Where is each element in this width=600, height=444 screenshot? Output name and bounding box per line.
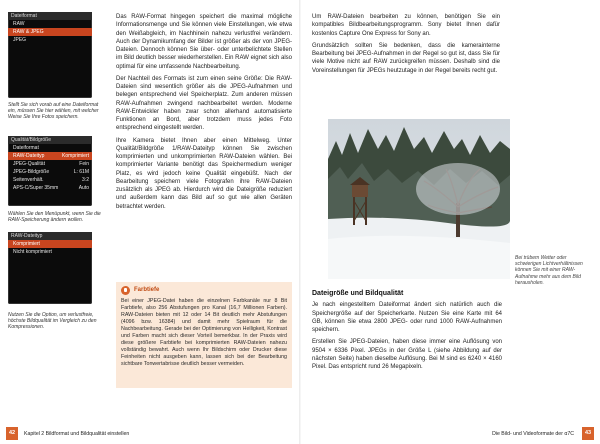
paragraph: Erstellen Sie JPEG-Dateien, haben diese immer eine Auflösung von 9504 × 6336 Pixel. JPEGs in der Größe L (siehe Abbildung auf der nächsten Seite) haben dieselbe Auflösung. Bei M sind es 6240 × 4160 Pixel. Das entspricht rund 26 Megapixeln. (312, 339, 502, 370)
screen-title: Dateiformat (8, 12, 92, 20)
photo-illustration (328, 119, 510, 279)
menu-item-selected: Komprimiert (8, 240, 92, 248)
menu-item (8, 184, 92, 192)
menu-item-selected (8, 152, 92, 160)
photo-caption: Bei trübem Wetter oder schwierigen Lichtverhältnissen können Sie mit einer RAW-Aufnahme mehr aus dem Bild herausholen. (515, 255, 583, 286)
menu-item-label: JPEG-Qualität (13, 161, 45, 167)
page-gutter (299, 0, 301, 444)
camera-menu-screen-raw-type (8, 232, 92, 304)
menu-item: RAW (13, 21, 25, 27)
right-page-intro (312, 13, 500, 79)
camera-menu-screen-quality (8, 136, 92, 206)
caption-screen-3: Nutzen Sie die Option, um verlustfreie, höchste Bildqualität im Vergleich zu den Kompressionen. (8, 312, 97, 331)
page-footer (0, 424, 600, 444)
paragraph: Grundsätzlich sollten Sie bedenken, dass die kamerainterne Bearbeitung bei JPEG-Aufnahmen in der Regel so gut ist, dass Sie für viele Motive nicht auf RAW zurückgreifen müssen. Deshalb sind die Voreinstellungen für JPEGs heutzutage in der Regel bereits recht gut. (312, 42, 500, 74)
paragraph: Das RAW-Format hingegen speichert die maximal mögliche Informationsmenge und Sie können viele Einstellungen, wie etwa den Weißabgleich, im Nachhinein nahezu verlustfrei verändern. Auch der Dynamikumfang der Bilder ist größer als der von JPEG-Dateien. Dennoch können Sie über- oder unterbelichtete Stellen im Bild deutlich besser wiederherstellen. Ein RAW eignet sich also optimal für eine umfassende Nachbearbeitung. (116, 14, 292, 70)
menu-item-label: APS-C/Super 35mm (13, 185, 59, 191)
menu-item (8, 144, 92, 152)
menu-item-label: JPEG-Bildgröße (13, 169, 50, 175)
winter-landscape-photo (328, 119, 510, 279)
menu-item: Nicht komprimiert (13, 249, 52, 255)
screen-title: RAW-Dateityp (8, 232, 92, 240)
menu-item (8, 176, 92, 184)
menu-item-label: Dateiformat (13, 145, 39, 151)
right-page-body (312, 290, 502, 375)
paragraph: Je nach eingestelltem Dateiformat ändert sich natürlich auch die Speichergröße auf der Speicherkarte. Nutzen Sie eine Karte mit 64 GB, können Sie etwa 2800 JPEG- oder rund 1000 RAW-Aufnahmen speichern. (312, 302, 502, 333)
caption-screen-1: Stellt Sie sich vorab auf eine Dateiformat ein, müssen Sie hier wählen, mit welcher Weise Sie Ihre Fotos speichern. (8, 102, 99, 121)
tip-bulb-icon (121, 286, 130, 295)
caption-screen-2: Wählen Sie den Menüpunkt, wenn Sie die RAW-Speicherung ändern wollen. (8, 211, 101, 224)
page-number-right: 43 (582, 427, 594, 440)
left-page-body (116, 13, 292, 215)
menu-item (8, 168, 92, 176)
tip-text: Bei einer JPEG-Datei haben die einzelnen Farbkanäle nur 8 Bit Farbtiefe, also 256 Abstufungen pro Kanal (16,7 Millionen Farben). RAW-Dateien bieten mit 12 oder 14 Bit deutlich mehr Abstufungen (4096 bzw. 16384) und damit mehr Spielraum für die Nachbearbeitung. Gerade bei der Optimierung von Helligkeit, Kontrast und Farben macht sich dieser Vorteil bemerkbar. In der Praxis wird diese größere Farbtiefe bei komprimierten RAW-Dateien nahezu vollständig bewahrt. Auch wenn Ihr Bildschirm oder Drucker diese Feinheiten nicht ausgeben kann, lassen sich bei der Bearbeitung sichtbare Tonwertabrisse deutlich besser vermeiden. (121, 298, 287, 368)
menu-item-selected: RAW & JPEG (8, 28, 92, 36)
paragraph: Um RAW-Dateien bearbeiten zu können, benötigen Sie ein kompatibles Bildbearbeitungsprogramm. Sony bietet Ihnen dafür kostenlos Capture One Express for Sony an. (312, 14, 500, 37)
footer-section-title: Die Bild- und Videoformate der α7C (492, 431, 574, 437)
menu-item-label: Seitenverhält. (13, 177, 44, 183)
menu-item: JPEG (13, 37, 27, 43)
tip-title: Farbtiefe (134, 286, 160, 293)
camera-menu-screen-file-format (8, 12, 92, 98)
menu-item-value: Komprimiert (62, 153, 89, 159)
menu-item-value: 3:2 (82, 177, 89, 183)
footer-chapter-title: Kapitel 2 Bildformat und Bildqualität einstellen (24, 431, 130, 437)
menu-item-value: Fein (79, 161, 89, 167)
menu-item (8, 160, 92, 168)
screen-title: Qualität/Bildgröße (8, 136, 92, 144)
paragraph: Der Nachteil des Formats ist zum einen seine Größe: Die RAW-Dateien sind wesentlich größer als die JPEG-Aufnahmen und belegen entsprechend viel Speicherplatz. Zum anderen müssen RAW-Aufnahmen zwingend nachbearbeitet werden. Moderne RAW-Entwickler haben zwar schon allerhand automatisierte Funktionen an Bord, aber trotzdem muss jedes Foto entsprechend eingestellt werden. (116, 75, 292, 132)
tip-header (121, 286, 287, 295)
tip-box (116, 282, 292, 388)
section-heading: Dateigröße und Bildqualität (312, 290, 404, 297)
menu-item-label: RAW-Dateityp (13, 153, 45, 159)
menu-item-value: L: 61M (73, 169, 89, 175)
page-number-left: 42 (6, 427, 18, 440)
menu-item-value: Auto (78, 185, 89, 191)
paragraph: Ihre Kamera bietet Ihnen aber einen Mittelweg. Unter Qualität/Bildgröße 1/RAW-Dateityp können Sie zwischen komprimierten und unkomprimierten RAW-Dateien wählen. Bei komprimierter Variante benötigt das Speichermedium weniger Platz, es wird jedoch keine Qualität eingebüßt. Nach der Bearbeitung speichern viele Fotografen ihre RAW-Dateien zusätzlich als JPEG ab. Hierdurch wird die Dateigröße reduziert und außerdem kann das Bild auf so gut wie allen Geräten betrachtet werden. (116, 137, 292, 210)
